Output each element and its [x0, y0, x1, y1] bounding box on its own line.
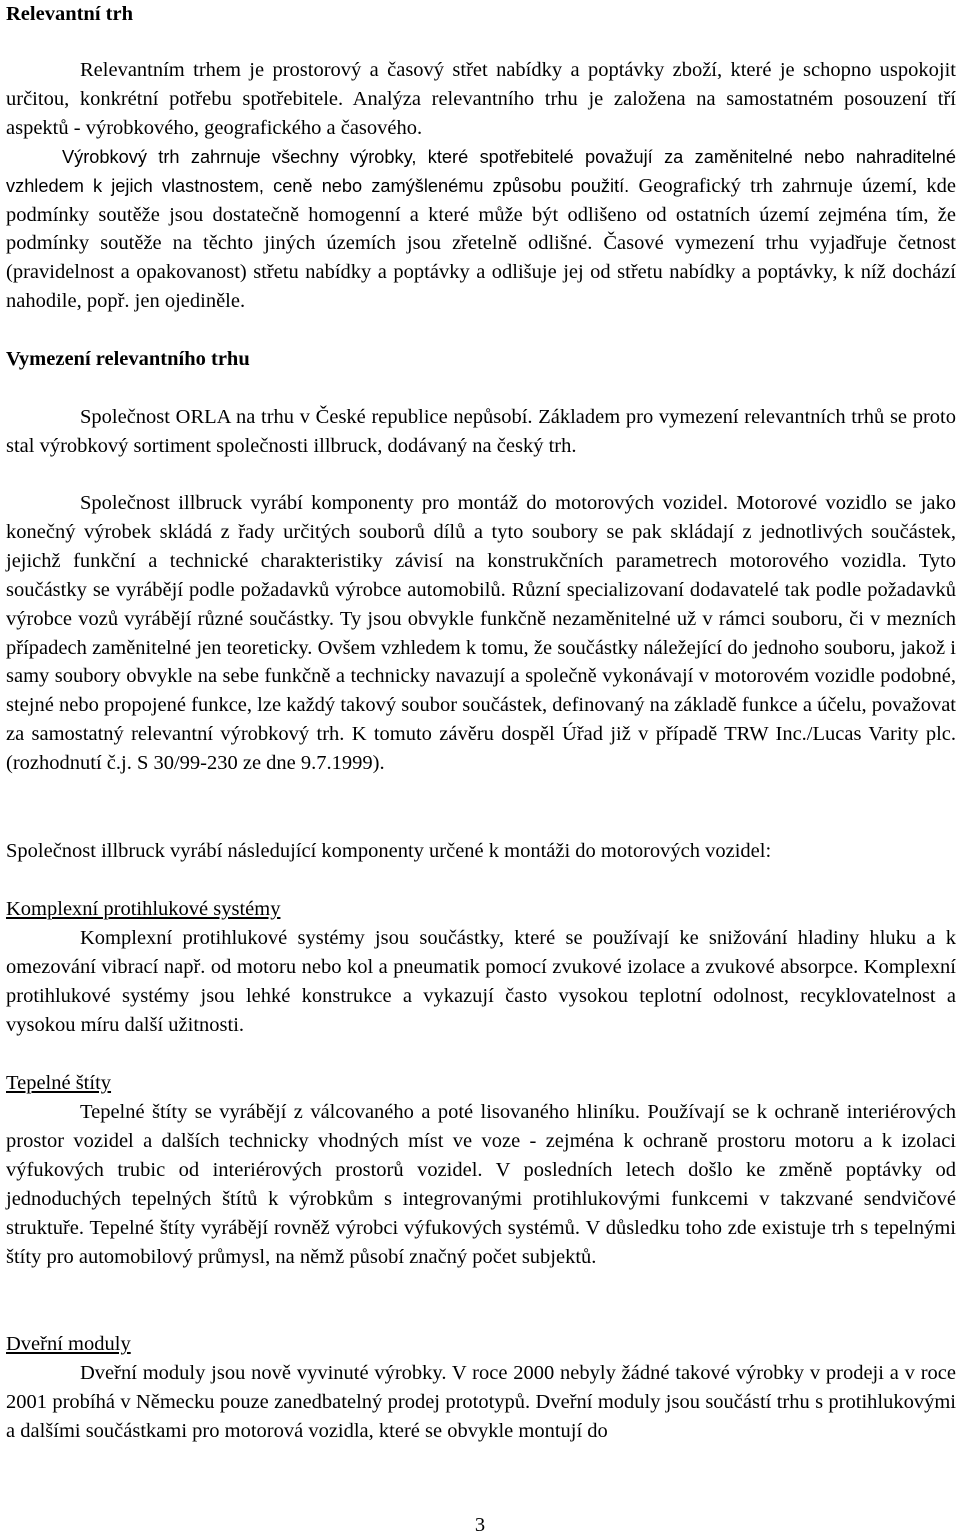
heading-vymezeni: Vymezení relevantního trhu [6, 348, 250, 370]
section-title-protihlukove: Komplexní protihlukové systémy [6, 898, 281, 920]
section-title-dverni-moduly: Dveřní moduly [6, 1333, 131, 1355]
paragraph-geographic-market: Geografický trh zahrnuje území, kde podmínky soutěže jsou dostatečně homogenní a které může být odlišeno od ostatních území zejména tím, že podmínky soutěže na těchto jiných územích jsou zřetelně odlišné. Časové vymezení trhu vyjadřuje četnost (pravidelnost a opakovanost) střetu nabídky a poptávky a odlišuje jej od střetu nabídky a poptávky, k níž dochází nahodile, popř. jen ojediněle. [6, 174, 956, 313]
section-text-dverni-moduly: Dveřní moduly jsou nově vyvinuté výrobky. V roce 2000 nebyly žádné takové výrobky v prodeji a v roce 2001 probíhá v Německu pouze zanedbatelný prodej prototypů. Dveřní moduly jsou součástí trhu s protihlukovými a dalšími součástkami pro motorová vozidla, které se obvykle montují do [6, 1362, 956, 1442]
section-text-tepelne-stity: Tepelné štíty se vyrábějí z válcovaného a poté lisovaného hliníku. Používají se k ochraně interiérových prostor vozidel a dalších technicky vhodných míst ve voze - zejména k ochraně prostoru motoru a k izolaci výfukových trubic od interiérových prostorů vozidel. V posledních letech došlo ke změně poptávky od jednoduchých tepelných štítů k výrobkům s integrovanými protihlukovými funkcemi v takzvané sendvičové struktuře. Tepelné štíty vyrábějí rovněž výrobci výfukových systémů. V důsledku toho zde existuje trh s tepelnými štíty pro automobilový průmysl, na němž působí značný počet subjektů. [6, 1101, 956, 1268]
paragraph-relevantni-trh [6, 56, 956, 316]
paragraph-definition: Relevantním trhem je prostorový a časový střet nabídky a poptávky zboží, které je schopno uspokojit určitou, konkrétní potřebu spotřebitele. Analýza relevantního trhu je založena na samostatném posouzení tří aspektů - výrobkového, geografického a časového. [6, 59, 956, 139]
section-text-protihlukove: Komplexní protihlukové systémy jsou součástky, které se používají ke snižování hladiny hluku a k omezování vibrací např. od motoru nebo kol a pneumatik pomocí zvukové izolace a zvukové absorpce. Komplexní protihlukové systémy jsou lehké konstrukce a vykazují často vysokou teplotní odolnost, recyklovatelnost a vysokou míru další užitnosti. [6, 927, 956, 1036]
paragraph-product-market: Výrobkový trh zahrnuje všechny výrobky, které spotřebitelé považují za zaměnitelné nebo nahraditelné vzhledem k jejich vlastnostem, ceně nebo zamýšlenému způsobu použití. [6, 146, 956, 196]
paragraph-orla: Společnost ORLA na trhu v České republice nepůsobí. Základem pro vymezení relevantních trhů se proto stal výrobkový sortiment společnosti illbruck, dodávaný na český trh. [6, 406, 956, 457]
section-title-tepelne-stity: Tepelné štíty [6, 1072, 112, 1094]
paragraph-component-list-intro: Společnost illbruck vyrábí následující komponenty určené k montáži do motorových vozidel: [6, 840, 772, 862]
paragraph-illbruck-components: Společnost illbruck vyrábí komponenty pro montáž do motorových vozidel. Motorové vozidlo se jako konečný výrobek skládá z řady určitých souborů dílů a tyto soubory se pak skládají z jednotlivých součástek, jejichž funkční a technické charakteristiky závisí na konstrukčních parametrech motorového vozidla. Tyto součástky se vyrábějí podle požadavků výrobce automobilů. Různí specializovaní dodavatelé tak podle požadavků výrobce vozů vyrábějí různé součástky. Ty jsou obvykle funkčně nezaměnitelné už v rámci souboru, či v mezních případech zaměnitelné jen teoreticky. Ovšem vzhledem k tomu, že součástky náležející do jednoho souboru, jakož i samy soubory obvykle na sebe funkčně a technicky navazují a společně vykonávají v motorovém vozidle podobné, stejné nebo propojené funkce, lze každý takový soubor součástek, definovaný na základě funkce a účelu, považovat za samostatný relevantní výrobkový trh. K tomuto závěru dospěl Úřad již v případě TRW Inc./Lucas Varity plc. (rozhodnutí č.j. S 30/99-230 ze dne 9.7.1999). [6, 492, 956, 775]
heading-relevantni-trh: Relevantní trh [6, 3, 133, 25]
page-number: 3 [474, 1514, 486, 1536]
